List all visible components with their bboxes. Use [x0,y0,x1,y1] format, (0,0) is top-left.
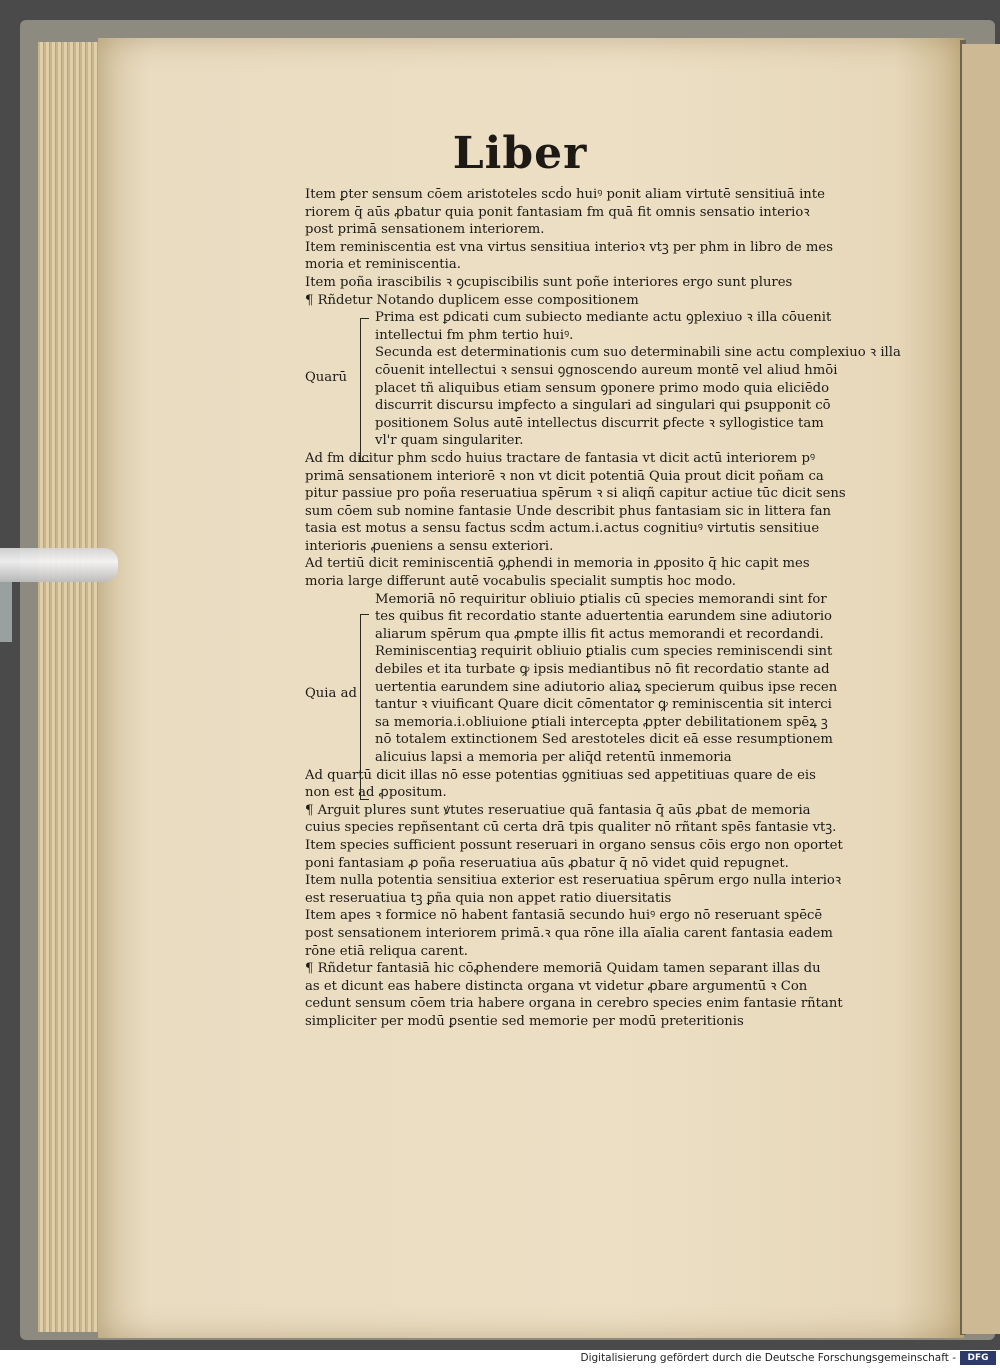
text-line: uertentia earundem sine adiutorio aliaꝝ specierum quibus ipse recen [375,679,838,695]
text-line: Reminiscentiaꝫ requirit obliuio ꝑtialis cum species reminiscendi sint [375,644,833,660]
text-line: alicuius lapsi a memoria per aliq̄d retentū inmemoria [375,750,732,765]
text-line: debiles et ita turbate ꝙ ipsis mediantibus nō fit recordatio stante ad [375,662,830,678]
text-line: ¶ Arguit plures sunt ꝟtutes reseruatiue quā fantasia q̄ aūs ꝓbat de memoria [305,802,811,818]
text-line: cōuenit intellectui ꝛ sensui ꝯgnoscendo aureum montē vel aliud hmōi [375,362,838,378]
text-line: post primā sensationem interiorem. [305,222,545,238]
text-line: tasia est motus a sensu factus scḋm actum.i.actus cognitiuꝰ virtutis sensitiue [305,521,820,537]
text-line: Ad quartū dicit illas nō esse potentias ꝯgnitiuas sed appetitiuas quare de eis [305,767,816,783]
text-line: riorem q̄ aūs ꝓbatur quia ponit fantasiam fm quā fit omnis sensatio interioꝛ [305,204,810,220]
text-line: pitur passiue pro poña reseruatiua spērum ꝛ si aliqñ capitur actiue tūc dicit sens [305,486,846,502]
text-line: post sensationem interiorem primā.ꝛ qua rōne illa aīalia carent fantasia eadem [305,925,833,941]
text-line: aliarum spērum qua ꝓmpte illis fit actus memorandi et recordandi. [375,626,824,642]
text-line: Item species sufficient possunt reseruari in organo sensus cōis ergo non oportet [305,837,843,853]
margin-note: Quia ad [305,686,357,701]
text-line: Item reminiscentia est vna virtus sensitiua interioꝛ vtꝫ per phm in libro de mes [305,239,833,255]
text-line: Prima est ꝑdicati cum subiecto mediante actu ꝯplexiuo ꝛ illa cōuenit [375,310,832,326]
text-line: Item apes ꝛ formice nō habent fantasiā secundo huiꝰ ergo nō reseruant spēcē [305,908,823,924]
text-line: Item ꝑter sensum cōem aristoteles scḋo huiꝰ ponit aliam virtutē sensitiuā inte [305,187,825,202]
text-line: tes quibus fit recordatio stante aduertentia earundem sine adiutorio [375,609,832,625]
text-line: tantur ꝛ viuificant Quare dicit cōmentator ꝙ reminiscentia sit interci [375,697,832,713]
text-line: Memoriā nō requiritur obliuio ꝑtialis cū species memorandi sint for [375,591,827,607]
text-line: sa memoria.i.obliuione ꝑtiali intercepta ꝓpter debilitationem spēꝝ ꝫ [375,714,828,730]
text-line: simpliciter per modū ꝑsentie sed memorie per modū preteritionis [305,1013,744,1029]
text-line: cuius species repñsentant cū certa drā tpis qualiter nō rñtant spēs fantasie vtꝫ. [305,820,837,836]
text-line: moria large differunt autē vocabulis specialit sumptis hoc modo. [305,574,736,590]
text-line: Item nulla potentia sensitiua exterior est reseruatiua spērum ergo nulla interioꝛ [305,873,842,889]
text-line: cedunt sensum cōem tria habere organa in cerebro species enim fantasie rñtant [305,996,843,1012]
text-block [305,186,925,1031]
text-line: Item poña irascibilis ꝛ ꝯcupiscibilis sunt poñe interiores ergo sunt plures [305,274,793,290]
margin-note: Quarū [305,370,347,385]
page-title: Liber [452,128,588,179]
text-line: Ad tertiū dicit reminiscentiā ꝯꝓhendi in memoria in ꝓposito q̄ hic capit mes [305,556,810,572]
text-line: primā sensationem interiorē ꝛ non vt dicit potentiā Quia prout dicit poñam ca [305,468,824,484]
text-line: Ad fm dicitur phm scḋo huius tractare de fantasia vt dicit actū interiorem pꝰ [305,450,815,466]
text-line: ¶ Rñdetur fantasiā hic cōꝓhendere memoriā Quidam tamen separant illas du [305,961,821,977]
text-line: poni fantasiam ꝓ poña reseruatiua aūs ꝓbatur q̄ nō videt quid repugnet. [305,855,789,871]
text-line: Secunda est determinationis cum suo determinabili sine actu complexiuo ꝛ illa [375,345,901,361]
text-line: vl'r quam singulariter. [375,433,524,449]
text-line: rōne etiā reliqua carent. [305,943,468,959]
text-line: interioris ꝓueniens a sensu exteriori. [305,538,554,554]
digitization-credit: Digitalisierung gefördert durch die Deutsche Forschungsgemeinschaft - [580,1352,956,1364]
text-line: moria et reminiscentia. [305,257,461,273]
text-line: placet tñ aliquibus etiam sensum ꝯponere primo modo quia eliciēdo [375,380,830,396]
text-line: intellectui fm phm tertio huiꝰ. [375,327,574,343]
page-holder-band [0,582,12,642]
text-line: as et dicunt eas habere distincta organa vt videtur ꝓbare argumentū ꝛ Con [305,978,808,994]
text-line: positionem Solus autē intellectus discurrit ꝑfecte ꝛ syllogistice tam [375,415,824,431]
text-line: non est ad ꝓpositum. [305,785,447,801]
page-holder-clip [0,548,118,582]
text-line: discurrit discursu imꝑfecto a singulari ad singulari qui ꝑsupponit cō [375,398,831,414]
text-line: est reseruatiua tꝫ ꝑña quia non appet ratio diuersitatis [305,890,672,906]
text-line: nō totalem extinctionem Sed arestoteles dicit eā esse resumptionem [375,732,833,748]
dfg-logo-icon: DFG [960,1351,996,1365]
text-line: ¶ Rñdetur Notando duplicem esse compositionem [305,292,639,308]
text-line: sum cōem sub nomine fantasie Unde describit phus fantasiam sic in littera fan [305,503,832,519]
facing-page-edge [962,44,1000,1334]
